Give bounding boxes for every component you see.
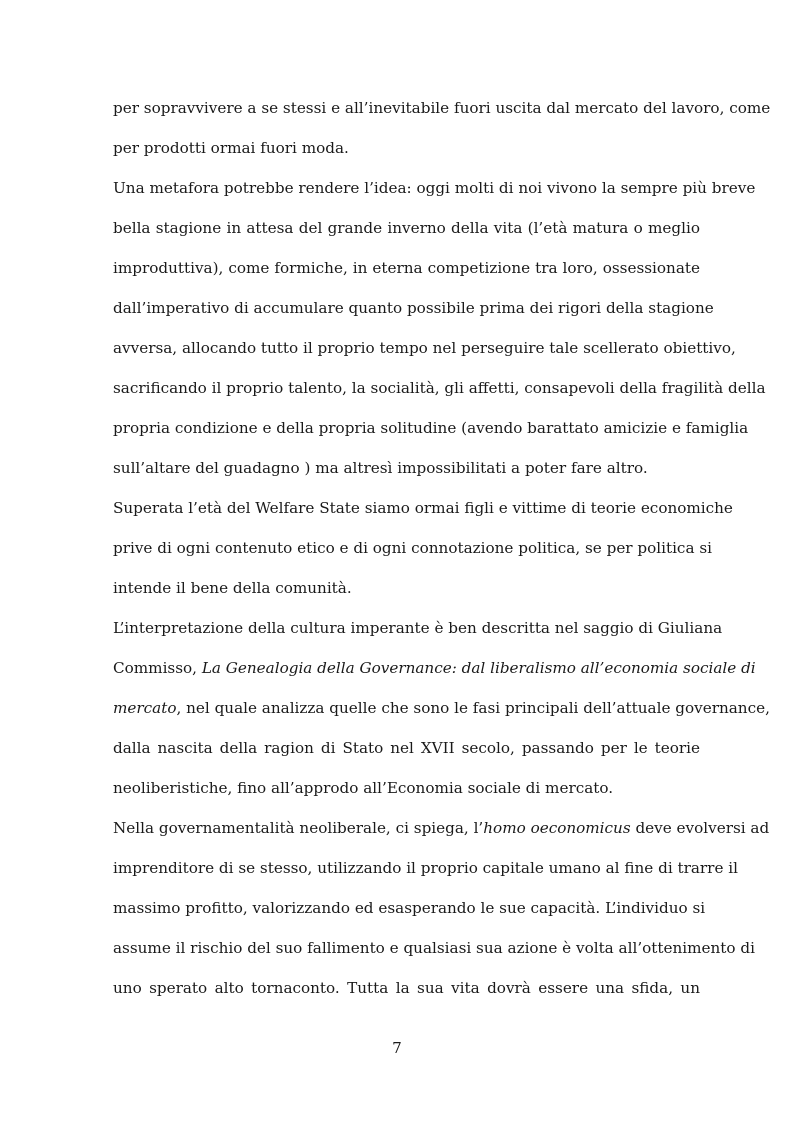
latin-term: homo oeconomicus: [483, 819, 631, 837]
text-line: massimo profitto, valorizzando ed esasperando le sue capacità. L’individuo si: [113, 899, 706, 917]
text-line: improduttiva), come formiche, in eterna competizione tra loro, ossessionate: [113, 259, 700, 277]
text-line: Una metafora potrebbe rendere l’idea: oggi molti di noi vivono la sempre più breve: [113, 179, 756, 197]
text-line: dall’imperativo di accumulare quanto possibile prima dei rigori della stagione: [113, 299, 714, 317]
text-line: sull’altare del guadagno ) ma altresì impossibilitati a poter fare altro.: [113, 459, 648, 477]
page-number: 7: [392, 1039, 402, 1057]
book-title: mercato: [113, 699, 177, 717]
text-line: dalla nascita della ragion di Stato nel XVII secolo, passando per le teorie: [113, 739, 700, 757]
text-line: Nella governamentalità neoliberale, ci spiega, l’homo oeconomicus deve evolversi ad: [113, 819, 770, 837]
text-line: propria condizione e della propria solitudine (avendo barattato amicizie e famiglia: [113, 419, 749, 437]
text-line: mercato, nel quale analizza quelle che sono le fasi principali dell’attuale governance,: [113, 699, 770, 717]
text-line: Commisso, La Genealogia della Governance: dal liberalismo all’economia sociale di: [113, 659, 756, 677]
text-line: avversa, allocando tutto il proprio tempo nel perseguire tale scellerato obiettivo,: [113, 339, 736, 357]
text-line: imprenditore di se stesso, utilizzando il proprio capitale umano al fine di trarre il: [113, 859, 738, 877]
text-line: uno sperato alto tornaconto. Tutta la sua vita dovrà essere una sfida, un: [113, 979, 700, 997]
text-line: L’interpretazione della cultura imperante è ben descritta nel saggio di Giuliana: [113, 619, 723, 637]
text-line: assume il rischio del suo fallimento e qualsiasi sua azione è volta all’ottenimento di: [113, 939, 755, 957]
text-line: intende il bene della comunità.: [113, 579, 352, 597]
text-line: bella stagione in attesa del grande inverno della vita (l’età matura o meglio: [113, 219, 700, 237]
document-body: [113, 88, 771, 1008]
text-line: Superata l’età del Welfare State siamo ormai figli e vittime di teorie economiche: [113, 499, 733, 517]
text-line: per sopravvivere a se stessi e all’inevitabile fuori uscita dal mercato del lavoro, come: [113, 99, 771, 117]
book-title: La Genealogia della Governance: dal liberalismo all’economia sociale di: [201, 659, 756, 677]
text-line: neoliberistiche, fino all’approdo all’Economia sociale di mercato.: [113, 779, 614, 797]
text-line: prive di ogni contenuto etico e di ogni connotazione politica, se per politica si: [113, 539, 712, 557]
text-line: per prodotti ormai fuori moda.: [113, 139, 349, 157]
text-line: sacrificando il proprio talento, la socialità, gli affetti, consapevoli della fragilità della: [113, 379, 766, 397]
